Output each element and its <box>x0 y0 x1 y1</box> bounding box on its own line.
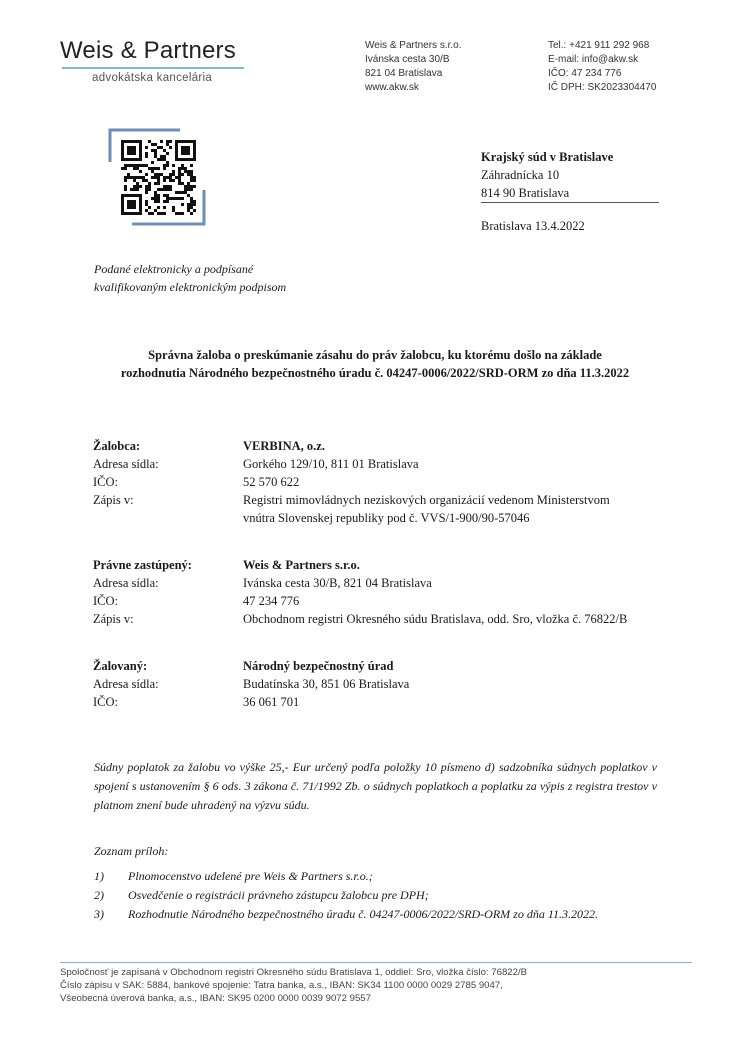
defendant-block <box>93 657 663 711</box>
plaintiff-ico: 52 570 622 <box>243 475 300 489</box>
vat-id: IČ DPH: SK2023304470 <box>548 82 657 93</box>
document-date: Bratislava 13.4.2022 <box>481 219 585 233</box>
footer <box>60 966 527 1005</box>
address-label: Adresa sídla: <box>93 576 159 590</box>
ico: IČO: 47 234 776 <box>548 68 622 79</box>
representative-ico: 47 234 776 <box>243 594 300 608</box>
attachment-number: 3) <box>94 907 104 921</box>
title-line: rozhodnutia Národného bezpečnostného úradu č. 04247-0006/2022/SRD-ORM zo dňa 11.3.2022 <box>120 366 630 380</box>
court-city: 814 90 Bratislava <box>481 186 570 200</box>
plaintiff-address: Gorkého 129/10, 811 01 Bratislava <box>243 457 419 471</box>
plaintiff-label: Žalobca: <box>93 439 141 453</box>
website-link[interactable]: www.akw.sk <box>365 82 419 93</box>
recipient-divider <box>481 202 659 203</box>
address-line: Ivánska cesta 30/B <box>365 54 450 65</box>
attachment-item: Rozhodnutie Národného bezpečnostného úradu č. 04247-0006/2022/SRD-ORM zo dňa 11.3.2022. <box>128 907 598 921</box>
firm-subtitle: advokátska kancelária <box>92 72 213 84</box>
document-title <box>70 346 680 382</box>
title-line: Správna žaloba o preskúmanie zásahu do práv žalobcu, ku ktorému došlo na základe <box>148 348 602 362</box>
defendant-ico: 36 061 701 <box>243 695 300 709</box>
filing-note-line: Podané elektronicky a podpísané <box>94 262 254 276</box>
plaintiff-registration-cont: vnútra Slovenskej republiky pod č. VVS/1-900/90-57046 <box>243 511 530 525</box>
qr-code-icon <box>108 128 206 226</box>
phone: Tel.: +421 911 292 968 <box>548 40 650 51</box>
plaintiff-registration: Registri mimovládnych neziskových organizácií vedenom Ministerstvom <box>243 493 610 507</box>
attachments-heading: Zoznam príloh: <box>94 844 169 858</box>
court-fee-note: Súdny poplatok za žalobu vo výške 25,- Eur určený podľa položky 10 písmeno d) sadzobníka súdnych poplatkov v spojení s ustanovením § 6 ods. 3 zákona č. 71/1992 Zb. o súdnych poplatkoch a poplatku za výpis z registra trestov v platnom znení bude uhradený na výzvu súdu. <box>94 760 657 812</box>
recipient-block <box>481 148 659 202</box>
address-line: Weis & Partners s.r.o. <box>365 40 462 51</box>
attachment-number: 1) <box>94 869 104 883</box>
defendant-address: Budatínska 30, 851 06 Bratislava <box>243 677 410 691</box>
footer-line: Všeobecná úverová banka, a.s., IBAN: SK95 0200 0000 0039 9072 9557 <box>60 993 371 1004</box>
attachment-number: 2) <box>94 888 104 902</box>
defendant-name: Národný bezpečnostný úrad <box>243 659 394 673</box>
footer-line: Spoločnosť je zapísaná v Obchodnom registri Okresného súdu Bratislava 1, oddiel: Sro, vložka číslo: 76822/B <box>60 967 528 978</box>
address-label: Adresa sídla: <box>93 457 159 471</box>
filing-note <box>94 260 286 296</box>
attachment-item: Plnomocenstvo udelené pre Weis & Partners s.r.o.; <box>128 869 373 883</box>
plaintiff-block <box>93 437 663 527</box>
representative-label: Právne zastúpený: <box>93 558 192 572</box>
defendant-label: Žalovaný: <box>93 659 148 673</box>
representative-name: Weis & Partners s.r.o. <box>243 558 360 572</box>
header-address <box>365 39 462 95</box>
representative-registration: Obchodnom registri Okresného súdu Bratislava, odd. Sro, vložka č. 76822/B <box>243 612 628 626</box>
logo-divider <box>62 67 244 69</box>
ico-label: IČO: <box>93 594 118 608</box>
email[interactable]: E-mail: info@akw.sk <box>548 54 639 65</box>
registration-label: Zápis v: <box>93 493 134 507</box>
registration-label: Zápis v: <box>93 612 134 626</box>
ico-label: IČO: <box>93 695 118 709</box>
plaintiff-name: VERBINA, o.z. <box>243 439 325 453</box>
header-contact <box>548 39 656 95</box>
attachment-item: Osvedčenie o registrácii právneho zástupcu žalobcu pre DPH; <box>128 888 429 902</box>
ico-label: IČO: <box>93 475 118 489</box>
court-street: Záhradnícka 10 <box>481 168 560 182</box>
address-label: Adresa sídla: <box>93 677 159 691</box>
representative-address: Ivánska cesta 30/B, 821 04 Bratislava <box>243 576 432 590</box>
court-name: Krajský súd v Bratislave <box>481 150 614 164</box>
footer-line: Číslo zápisu v SAK: 5884, bankové spojenie: Tatra banka, a.s., IBAN: SK34 1100 0000 0029 2785 9047, <box>60 980 503 991</box>
filing-note-line: kvalifikovaným elektronickým podpisom <box>94 280 287 294</box>
representative-block <box>93 556 663 628</box>
footer-divider <box>60 962 692 963</box>
address-line: 821 04 Bratislava <box>365 68 443 79</box>
firm-logo-name: Weis & Partners <box>60 37 236 64</box>
